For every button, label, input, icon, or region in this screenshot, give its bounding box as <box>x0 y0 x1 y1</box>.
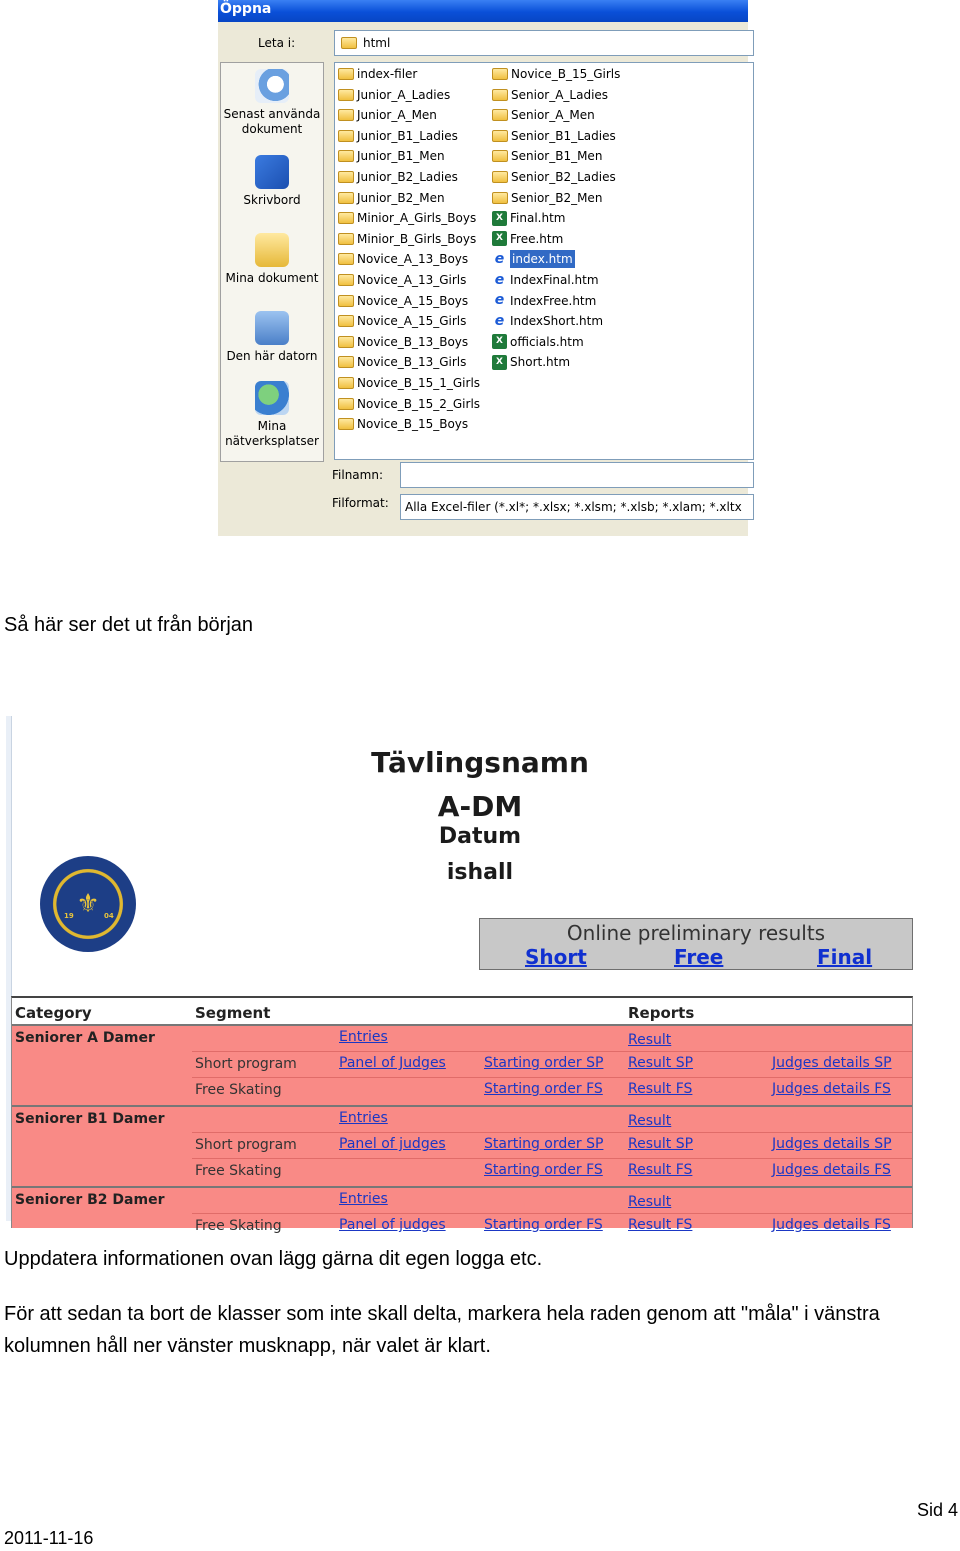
header-category: Category <box>15 1004 92 1022</box>
my-computer-icon <box>255 311 289 345</box>
desktop-icon <box>255 155 289 189</box>
file-item[interactable] <box>492 292 596 310</box>
place-label: Skrivbord <box>243 193 301 207</box>
result-link[interactable]: Result <box>628 1194 672 1210</box>
row-divider <box>192 1051 912 1052</box>
look-in-dropdown[interactable] <box>334 30 754 56</box>
file-item[interactable] <box>338 292 468 310</box>
file-item[interactable] <box>338 147 445 165</box>
file-item[interactable] <box>492 333 584 351</box>
folder-icon <box>492 130 508 142</box>
category-name: Seniorer B2 Damer <box>15 1192 165 1208</box>
category-name: Seniorer B1 Damer <box>15 1111 165 1127</box>
link-free[interactable]: Free <box>674 945 724 969</box>
file-name: Junior_B1_Men <box>357 149 445 164</box>
file-list <box>334 62 754 460</box>
file-item[interactable] <box>492 209 565 227</box>
folder-icon <box>338 315 354 327</box>
footer-date: 2011-11-16 <box>4 1528 94 1548</box>
file-item[interactable] <box>338 209 476 227</box>
logo-year-right: 04 <box>104 912 114 920</box>
file-item[interactable] <box>338 353 466 371</box>
file-name: IndexFree.htm <box>510 293 597 308</box>
file-name: Novice_A_15_Boys <box>357 293 469 308</box>
file-item[interactable] <box>338 189 445 207</box>
segment-name: Free Skating <box>195 1163 282 1179</box>
ie-file-icon: e <box>494 312 505 329</box>
segment-name: Short program <box>195 1056 297 1072</box>
file-name: Minior_B_Girls_Boys <box>357 231 477 246</box>
places-bar <box>220 62 324 462</box>
folder-icon <box>341 37 357 49</box>
folder-icon <box>338 130 354 142</box>
judges-details-link[interactable]: Judges details FS <box>772 1081 891 1097</box>
starting-order-link[interactable]: Starting order FS <box>484 1217 603 1233</box>
file-name: Novice_B_15_2_Girls <box>357 396 481 411</box>
judges-details-link[interactable]: Judges details SP <box>772 1136 892 1152</box>
excel-file-icon: X <box>492 334 507 349</box>
row-divider <box>192 1077 912 1078</box>
filename-input[interactable] <box>400 462 754 488</box>
folder-icon <box>338 295 354 307</box>
file-name: Senior_B2_Ladies <box>511 170 616 184</box>
folder-icon <box>338 274 354 286</box>
segment-result-link[interactable]: Result FS <box>628 1162 693 1178</box>
file-name: Novice_B_13_Boys <box>357 334 469 349</box>
caption-start: Så här ser det ut från början <box>4 614 254 636</box>
judges-details-link[interactable]: Judges details FS <box>772 1217 891 1233</box>
network-places-icon <box>255 381 289 415</box>
file-open-dialog <box>218 0 748 536</box>
file-name: IndexShort.htm <box>510 314 604 329</box>
folder-icon <box>338 192 354 204</box>
filetype-label: Filformat: <box>332 496 389 510</box>
result-link[interactable]: Result <box>628 1113 672 1129</box>
file-name: index-filer <box>357 67 418 81</box>
competition-name: Tävlingsnamn <box>371 746 589 779</box>
file-item[interactable] <box>338 271 466 289</box>
event-venue: ishall <box>446 860 514 885</box>
folder-icon <box>338 377 354 389</box>
folder-icon <box>338 68 354 80</box>
online-results-box <box>479 918 913 970</box>
look-in-value: html <box>363 36 391 50</box>
logo-year-left: 19 <box>64 912 74 920</box>
folder-icon <box>338 150 354 162</box>
look-in-label: Leta i: <box>258 36 296 50</box>
file-name: Junior_A_Ladies <box>357 87 451 102</box>
header-segment: Segment <box>195 1004 271 1022</box>
file-item[interactable] <box>492 189 602 207</box>
segment-name: Free Skating <box>195 1082 282 1098</box>
place-label: Den här datorn <box>226 349 318 363</box>
place-desktop[interactable] <box>221 155 323 208</box>
file-item[interactable] <box>492 65 620 83</box>
place-my-documents[interactable] <box>221 233 323 286</box>
file-item[interactable] <box>492 147 602 165</box>
results-page <box>6 716 914 1234</box>
file-name: Junior_B1_Ladies <box>357 128 458 143</box>
file-name: Novice_B_15_1_Girls <box>357 376 481 390</box>
panel-of-judges-link[interactable]: Panel of Judges <box>339 1055 446 1071</box>
excel-file-icon: X <box>492 211 507 226</box>
segment-result-link[interactable]: Result FS <box>628 1217 693 1233</box>
file-item[interactable] <box>492 86 608 104</box>
starting-order-link[interactable]: Starting order FS <box>484 1081 603 1097</box>
filetype-dropdown[interactable]: Alla Excel-filer (*.xl*; *.xlsx; *.xlsm; *.xlsb; *.xlam; *.xltx <box>400 494 754 520</box>
file-name: IndexFinal.htm <box>510 273 599 287</box>
file-item[interactable] <box>338 395 480 413</box>
file-item[interactable] <box>492 250 575 268</box>
file-name: Novice_A_13_Girls <box>357 273 467 287</box>
starting-order-link[interactable]: Starting order SP <box>484 1136 604 1152</box>
file-name: Junior_B2_Men <box>357 190 445 205</box>
excel-file-icon: X <box>492 231 507 246</box>
place-network[interactable] <box>221 381 323 449</box>
file-item[interactable] <box>492 312 603 330</box>
file-name: Final.htm <box>510 211 566 226</box>
folder-icon <box>492 89 508 101</box>
file-item[interactable] <box>338 374 480 392</box>
folder-icon <box>338 171 354 183</box>
my-documents-icon <box>255 233 289 267</box>
file-item[interactable] <box>338 106 437 124</box>
file-name: Novice_B_15_Boys <box>357 417 469 432</box>
recent-docs-icon <box>255 69 289 103</box>
folder-icon <box>338 233 354 245</box>
category-group <box>12 1024 912 1105</box>
file-name: Minior_A_Girls_Boys <box>357 211 477 226</box>
file-item[interactable] <box>492 127 616 145</box>
online-results-title: Online preliminary results <box>566 921 826 945</box>
file-item[interactable] <box>338 127 458 145</box>
place-my-computer[interactable] <box>221 311 323 364</box>
file-item[interactable] <box>492 106 595 124</box>
file-name: Senior_B1_Ladies <box>511 128 616 143</box>
row-divider <box>192 1213 912 1214</box>
folder-icon <box>492 171 508 183</box>
segment-name: Short program <box>195 1137 297 1153</box>
folder-icon <box>492 150 508 162</box>
file-item[interactable] <box>338 415 468 433</box>
caption-update: Uppdatera informationen ovan lägg gärna dit egen logga etc. <box>4 1248 543 1270</box>
file-item[interactable] <box>338 333 468 351</box>
entries-link[interactable]: Entries <box>339 1029 388 1045</box>
folder-icon <box>338 212 354 224</box>
category-group <box>12 1105 912 1186</box>
federation-logo-icon <box>40 856 136 952</box>
file-name: Junior_A_Men <box>357 108 437 123</box>
file-name: Junior_B2_Ladies <box>357 170 458 184</box>
file-name: Senior_B1_Men <box>511 149 603 164</box>
file-name: Senior_A_Men <box>511 108 595 123</box>
folder-icon <box>338 89 354 101</box>
folder-icon <box>338 253 354 265</box>
link-short[interactable]: Short <box>525 945 587 969</box>
page-number: Sid 4 <box>916 1500 958 1520</box>
result-link[interactable]: Result <box>628 1032 672 1048</box>
judges-details-link[interactable]: Judges details SP <box>772 1055 892 1071</box>
starting-order-link[interactable]: Starting order SP <box>484 1055 604 1071</box>
panel-of-judges-link[interactable]: Panel of judges <box>339 1217 446 1233</box>
file-item[interactable] <box>338 312 466 330</box>
judges-details-link[interactable]: Judges details FS <box>772 1162 891 1178</box>
file-item[interactable] <box>338 86 450 104</box>
file-name: Novice_A_15_Girls <box>357 314 467 329</box>
segment-result-link[interactable]: Result SP <box>628 1055 694 1071</box>
entries-link[interactable]: Entries <box>339 1110 388 1126</box>
row-divider <box>192 1158 912 1159</box>
ie-file-icon: e <box>494 271 505 288</box>
file-item[interactable] <box>338 250 468 268</box>
file-item[interactable] <box>492 353 570 371</box>
folder-icon <box>338 356 354 368</box>
panel-of-judges-link[interactable]: Panel of judges <box>339 1136 446 1152</box>
folder-icon <box>492 68 508 80</box>
filename-label: Filnamn: <box>332 468 383 482</box>
results-table <box>11 996 913 1234</box>
caption-instructions: För att sedan ta bort de klasser som inte skall delta, markera hela raden genom att "måla" i vänstra kolumnen håll ner vänster musknapp, när valet är klart. <box>4 1303 880 1357</box>
place-label: Senast använda dokument <box>223 107 321 136</box>
category-name: Seniorer A Damer <box>15 1030 155 1046</box>
link-final[interactable]: Final <box>817 945 873 969</box>
file-item[interactable] <box>338 65 417 83</box>
excel-file-icon: X <box>492 355 507 370</box>
ie-file-icon: e <box>494 250 505 267</box>
file-name: Senior_A_Ladies <box>511 87 609 102</box>
file-name: Free.htm <box>510 231 564 246</box>
table-header <box>12 998 912 1024</box>
category-group <box>12 1186 912 1234</box>
place-label: Mina dokument <box>225 271 319 285</box>
file-name: Senior_B2_Men <box>511 190 603 205</box>
file-name: Novice_A_13_Boys <box>357 252 469 267</box>
segment-name: Free Skating <box>195 1218 282 1234</box>
file-name: Novice_B_13_Girls <box>357 355 467 370</box>
logo-emblem: ⚜ <box>76 889 100 919</box>
ie-file-icon: e <box>494 292 505 309</box>
folder-icon <box>338 336 354 348</box>
segment-result-link[interactable]: Result SP <box>628 1136 694 1152</box>
event-date: Datum <box>438 824 522 849</box>
file-name: index.htm <box>512 252 573 267</box>
file-name: Novice_B_15_Girls <box>511 67 621 81</box>
file-item[interactable] <box>492 168 616 186</box>
file-name: Short.htm <box>510 355 571 370</box>
folder-icon <box>492 192 508 204</box>
row-divider <box>192 1132 912 1133</box>
starting-order-link[interactable]: Starting order FS <box>484 1162 603 1178</box>
header-reports: Reports <box>628 1004 695 1022</box>
entries-link[interactable]: Entries <box>339 1191 388 1207</box>
folder-icon <box>338 398 354 410</box>
folder-icon <box>338 418 354 430</box>
file-item[interactable] <box>338 230 476 248</box>
file-item[interactable] <box>492 271 599 289</box>
file-item[interactable] <box>492 230 563 248</box>
event-name: A-DM <box>437 790 523 823</box>
place-label: Mina nätverksplatser <box>225 419 319 448</box>
file-item[interactable] <box>338 168 458 186</box>
folder-icon <box>338 109 354 121</box>
place-recent-documents[interactable] <box>221 69 323 137</box>
segment-result-link[interactable]: Result FS <box>628 1081 693 1097</box>
folder-icon <box>492 109 508 121</box>
file-name: officials.htm <box>510 334 584 349</box>
dialog-title: Öppna <box>218 0 748 22</box>
